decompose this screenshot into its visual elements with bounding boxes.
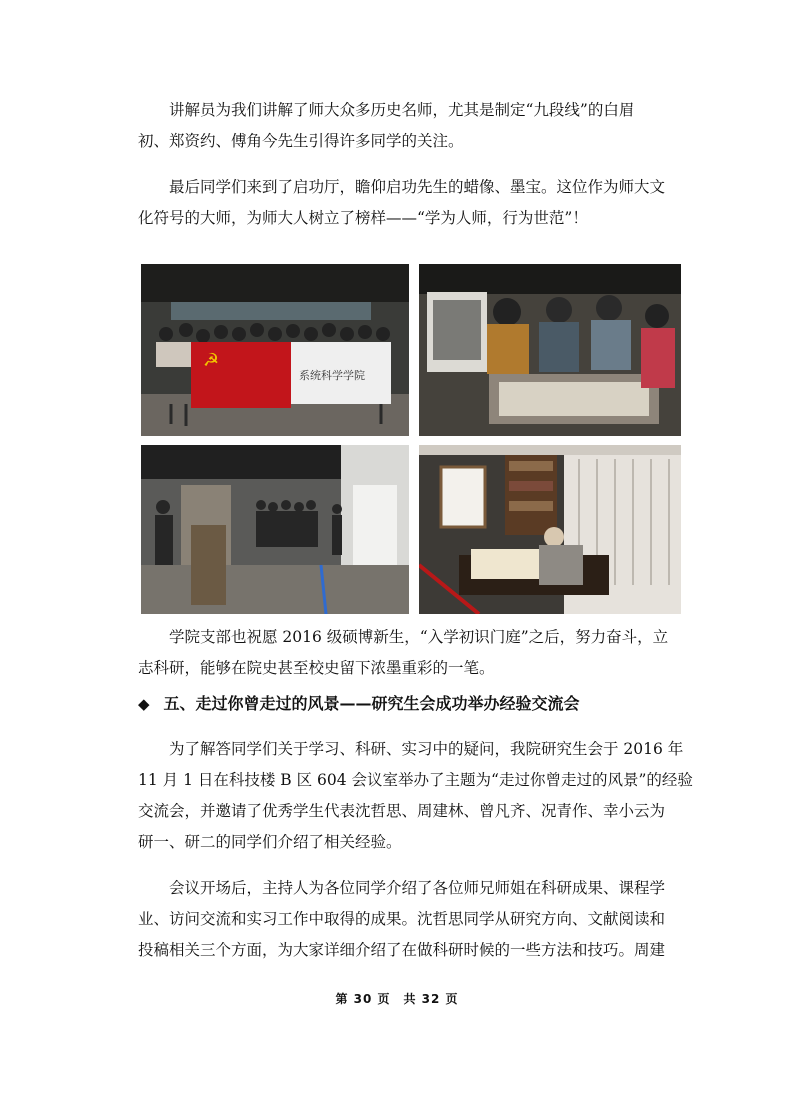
text-line: 交流会，并邀请了优秀学生代表沈哲思、周建林、曾凡齐、况青作、幸小云为	[138, 802, 666, 820]
text-line: 学院支部也祝愿 2016 级硕博新生，“入学初识门庭”之后，努力奋斗，立	[138, 628, 669, 646]
text-line: 最后同学们来到了启功厅，瞻仰启功先生的蜡像、墨宝。这位作为师大文	[138, 178, 666, 196]
exhibit-photo-corridor	[141, 445, 409, 614]
paragraph-qigong-hall	[138, 172, 686, 234]
diamond-bullet-icon: ◆	[138, 695, 150, 713]
text-line: 会议开场后，主持人为各位同学介绍了各位师兄师姐在科研成果、课程学	[138, 879, 666, 897]
text-line: 投稿相关三个方面，为大家详细介绍了在做科研时候的一些方法和技巧。周建	[138, 941, 666, 959]
exhibit-photo-display-case	[419, 264, 681, 436]
exhibit-photo-wax-figure	[419, 445, 681, 614]
paragraph-event-intro	[138, 734, 693, 858]
section-heading-text: 五、走过你曾走过的风景——研究生会成功举办经验交流会	[163, 694, 580, 713]
text-line: 志科研，能够在院史甚至校史留下浓墨重彩的一笔。	[138, 659, 495, 677]
text-line: 为了解答同学们关于学习、科研、实习中的疑问，我院研究生会于 2016 年	[138, 740, 684, 758]
hammer-sickle-icon: ☭	[203, 350, 220, 371]
group-photo	[141, 264, 409, 436]
section-heading	[138, 690, 686, 718]
text-line: 初、郑资约、傅角今先生引得许多同学的关注。	[138, 132, 464, 150]
paragraph-event-details	[138, 873, 686, 966]
banner-text: 系统科学学院	[299, 369, 365, 382]
text-line: 业、访问交流和实习工作中取得的成果。沈哲思同学从研究方向、文献阅读和	[138, 910, 666, 928]
text-line: 化符号的大师，为师大人树立了榜样——“学为人师，行为世范”！	[138, 209, 588, 227]
text-line: 讲解员为我们讲解了师大众多历史名师，尤其是制定“九段线”的白眉	[138, 101, 635, 119]
paragraph-lecturer	[138, 95, 686, 157]
text-line: 11 月 1 日在科技楼 B 区 604 会议室举办了主题为“走过你曾走过的风景”的经验	[138, 771, 693, 789]
paragraph-blessing	[138, 622, 686, 684]
text-line: 研一、研二的同学们介绍了相关经验。	[138, 833, 402, 851]
page-number-footer: 第 30 页 共 32 页	[335, 992, 459, 1006]
